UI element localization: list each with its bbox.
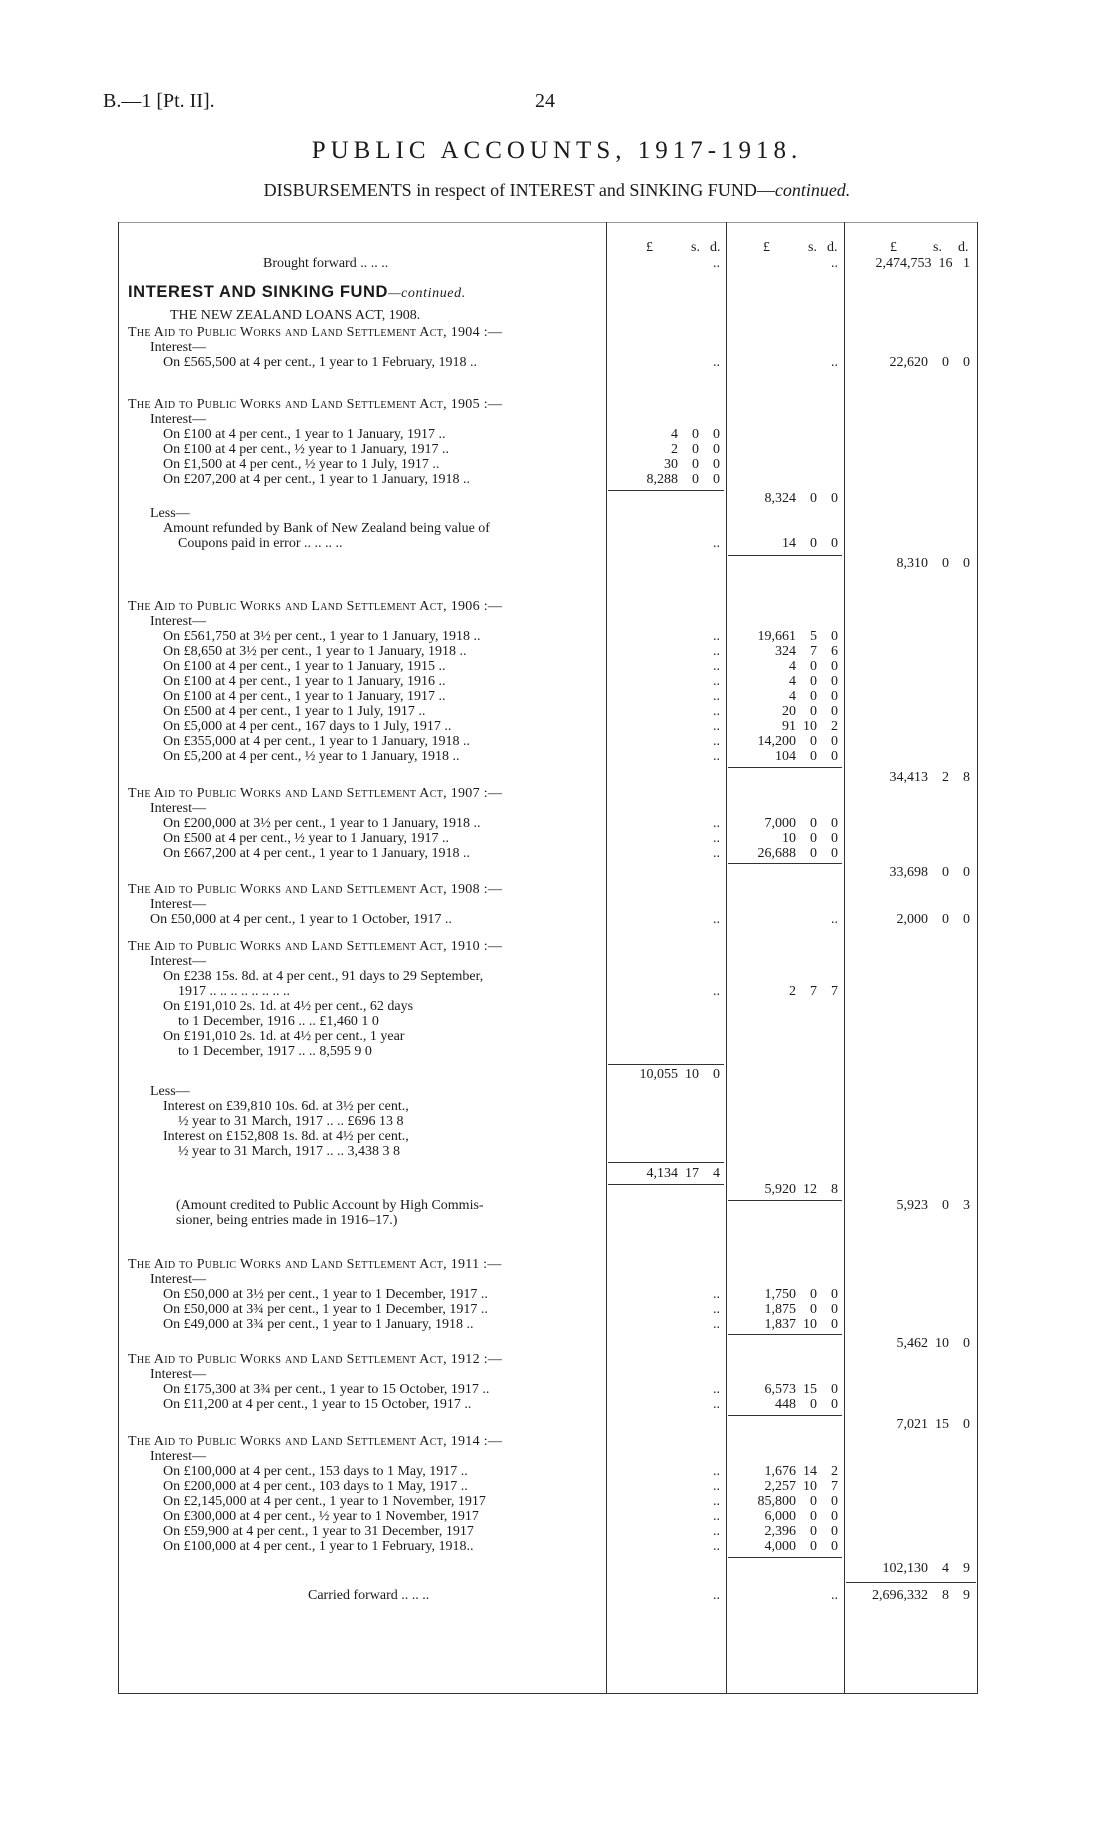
row-description: On £5,200 at 4 per cent., ½ year to 1 January, 1918 .. [163,749,460,764]
amount-c1: 8,288 0 0 [646,472,720,487]
subtotal-rule [728,1334,842,1335]
amount-c2: .. [831,355,838,370]
row-description: On £50,000 at 4 per cent., 1 year to 1 October, 1917 .. [150,912,452,927]
row-description: Interest— [150,1449,206,1464]
amount-c3: 8,310 0 0 [896,556,970,571]
row-description: On £191,010 2s. 1d. at 4½ per cent., 1 year [163,1029,405,1044]
row-description: The Aid to Public Works and Land Settlement Act, 1904 :— [128,325,503,340]
row-description: Less— [150,506,190,521]
amount-c2: 1,750 0 0 [764,1287,838,1302]
row-description: On £50,000 at 3¾ per cent., 1 year to 1 December, 1917 .. [163,1302,488,1317]
subtitle-main: DISBURSEMENTS in respect of INTEREST and SINKING FUND— [263,180,775,200]
col3-pence-header: d. [958,240,969,255]
amount-c1: .. [713,1302,720,1317]
amount-c1: 2 0 0 [671,442,720,457]
row-description: On £500 at 4 per cent., ½ year to 1 January, 1917 .. [163,831,450,846]
subtotal-rule [728,863,842,864]
row-description: Interest— [150,1272,206,1287]
row-description: Interest— [150,801,206,816]
amount-c1: .. [713,1588,720,1603]
subtotal-rule [728,767,842,768]
row-description: INTEREST AND SINKING FUND—continued. [128,283,466,301]
amount-c2: .. [831,256,838,271]
row-description: Carried forward .. .. .. [308,1588,430,1603]
amount-c1: .. [713,1382,720,1397]
amount-c2: 4,000 0 0 [764,1539,838,1554]
amount-c1: .. [713,1397,720,1412]
amount-c2: 4 0 0 [789,689,838,704]
amount-c1: 4,134 17 4 [646,1166,720,1181]
col2-shilling-header: s. [808,240,817,255]
amount-c3: 34,413 2 8 [889,770,970,785]
amount-c2: 1,837 10 0 [764,1317,838,1332]
col1-shilling-header: s. [691,240,700,255]
subtotal-rule [728,1200,842,1201]
amount-c2: 4 0 0 [789,659,838,674]
amount-c2: 20 0 0 [782,704,838,719]
table-top-rule [118,222,978,223]
row-description: On £175,300 at 3¾ per cent., 1 year to 15 October, 1917 .. [163,1382,490,1397]
row-description: Interest— [150,897,206,912]
row-description: Brought forward .. .. .. [263,256,389,271]
row-description: Coupons paid in error .. .. .. .. [178,536,343,551]
right-border [977,222,978,1694]
subtotal-rule [728,555,842,556]
row-description: On £50,000 at 3½ per cent., 1 year to 1 December, 1917 .. [163,1287,488,1302]
amount-c3: 22,620 0 0 [889,355,970,370]
amount-c1: .. [713,644,720,659]
row-description: On £238 15s. 8d. at 4 per cent., 91 days to 29 September, [163,969,484,984]
row-description: Interest— [150,614,206,629]
row-description: The Aid to Public Works and Land Settlement Act, 1912 :— [128,1352,503,1367]
row-description: (Amount credited to Public Account by High Commis- [176,1198,484,1213]
amount-c1: .. [713,1317,720,1332]
amount-c1: .. [713,704,720,719]
row-description: The Aid to Public Works and Land Settlement Act, 1911 :— [128,1257,502,1272]
amount-c2: 4 0 0 [789,674,838,689]
row-description: On £667,200 at 4 per cent., 1 year to 1 January, 1918 .. [163,846,471,861]
disbursements-table [118,222,978,1694]
amount-c3: 2,474,753 16 1 [875,256,970,271]
amount-c2: 6,000 0 0 [764,1509,838,1524]
row-description: Interest on £152,808 1s. 8d. at 4½ per cent., [163,1129,409,1144]
amount-c3: 2,696,332 8 9 [872,1588,970,1603]
amount-c2: 91 10 2 [782,719,838,734]
amount-c2: 104 0 0 [775,749,838,764]
row-description: sioner, being entries made in 1916–17.) [176,1213,398,1228]
amount-c1: .. [713,1494,720,1509]
amount-c1: .. [713,846,720,861]
document-reference: B.—1 [Pt. II]. [103,90,215,112]
row-description: to 1 December, 1917 .. .. 8,595 9 0 [178,1044,372,1059]
amount-c2: 14 0 0 [782,536,838,551]
page-title: PUBLIC ACCOUNTS, 1917-1918. [311,137,803,164]
amount-c2: 8,324 0 0 [764,491,838,506]
row-description: On £191,010 2s. 1d. at 4½ per cent., 62 days [163,999,414,1014]
col1-pound-header: £ [646,240,653,255]
amount-c1: .. [713,912,720,927]
row-description: Less— [150,1084,190,1099]
amount-c3: 102,130 4 9 [882,1561,970,1576]
amount-c2: 6,573 15 0 [764,1382,838,1397]
row-description: The Aid to Public Works and Land Settlement Act, 1914 :— [128,1434,503,1449]
subtotal-rule [728,1415,842,1416]
row-description: On £100,000 at 4 per cent., 153 days to 1 May, 1917 .. [163,1464,468,1479]
col1-pence-header: d. [710,240,721,255]
row-description: On £11,200 at 4 per cent., 1 year to 15 October, 1917 .. [163,1397,472,1412]
column-divider-1 [606,222,607,1694]
row-description: On £500 at 4 per cent., 1 year to 1 July, 1917 .. [163,704,426,719]
subtotal-rule [608,490,724,491]
amount-c1: 10,055 10 0 [639,1067,720,1082]
row-description: ½ year to 31 March, 1917 .. .. £696 13 8 [178,1114,404,1129]
amount-c2: 5,920 12 8 [764,1182,838,1197]
column-divider-2 [726,222,727,1694]
amount-c3: 5,462 10 0 [896,1336,970,1351]
amount-c1: .. [713,536,720,551]
amount-c2: 2 7 7 [789,984,838,999]
amount-c2: 19,661 5 0 [757,629,838,644]
amount-c1: 30 0 0 [664,457,720,472]
row-description: On £207,200 at 4 per cent., 1 year to 1 January, 1918 .. [163,472,471,487]
row-description: Amount refunded by Bank of New Zealand being value of [163,521,490,536]
row-description: The Aid to Public Works and Land Settlement Act, 1906 :— [128,599,503,614]
amount-c1: .. [713,984,720,999]
amount-c1: .. [713,816,720,831]
amount-c2: 26,688 0 0 [757,846,838,861]
row-description: On £561,750 at 3½ per cent., 1 year to 1 January, 1918 .. [163,629,481,644]
amount-c1: .. [713,734,720,749]
row-description: The Aid to Public Works and Land Settlement Act, 1908 :— [128,882,503,897]
amount-c2: 2,396 0 0 [764,1524,838,1539]
row-description: 1917 .. .. .. .. .. .. .. .. [178,984,290,999]
row-description: On £8,650 at 3½ per cent., 1 year to 1 January, 1918 .. [163,644,467,659]
amount-c2: 324 7 6 [775,644,838,659]
row-description: ½ year to 31 March, 1917 .. .. 3,438 3 8 [178,1144,401,1159]
subtotal-rule [608,1064,724,1065]
amount-c1: .. [713,1509,720,1524]
amount-c1: .. [713,629,720,644]
amount-c2: 85,800 0 0 [757,1494,838,1509]
row-description: Interest— [150,1367,206,1382]
amount-c2: 14,200 0 0 [757,734,838,749]
amount-c1: .. [713,1539,720,1554]
row-description: THE NEW ZEALAND LOANS ACT, 1908. [170,308,421,323]
row-description: On £300,000 at 4 per cent., ½ year to 1 November, 1917 [163,1509,479,1524]
amount-c3: 7,021 15 0 [896,1417,970,1432]
row-description: On £100 at 4 per cent., 1 year to 1 January, 1916 .. [163,674,446,689]
row-description: to 1 December, 1916 .. .. £1,460 1 0 [178,1014,379,1029]
subtotal-rule [608,1184,724,1185]
amount-c1: .. [713,1287,720,1302]
row-description: The Aid to Public Works and Land Settlement Act, 1910 :— [128,939,503,954]
carried-forward-rule [846,1582,976,1583]
row-description: On £100,000 at 4 per cent., 1 year to 1 February, 1918.. [163,1539,474,1554]
row-description: On £200,000 at 4 per cent., 103 days to 1 May, 1917 .. [163,1479,468,1494]
amount-c1: .. [713,689,720,704]
row-description: On £100 at 4 per cent., 1 year to 1 January, 1915 .. [163,659,446,674]
amount-c1: 4 0 0 [671,427,720,442]
row-description: On £355,000 at 4 per cent., 1 year to 1 January, 1918 .. [163,734,471,749]
amount-c2: 1,875 0 0 [764,1302,838,1317]
amount-c2: .. [831,1588,838,1603]
page-subtitle [0,180,1114,201]
subtitle-continued: continued. [774,180,851,200]
amount-c3: 33,698 0 0 [889,865,970,880]
col2-pence-header: d. [827,240,838,255]
amount-c1: .. [713,674,720,689]
row-description: The Aid to Public Works and Land Settlement Act, 1907 :— [128,786,503,801]
amount-c2: 1,676 14 2 [764,1464,838,1479]
amount-c1: .. [713,749,720,764]
amount-c3: 2,000 0 0 [896,912,970,927]
subtotal-rule [608,1162,724,1163]
amount-c2: 10 0 0 [782,831,838,846]
amount-c1: .. [713,256,720,271]
row-description: The Aid to Public Works and Land Settlement Act, 1905 :— [128,397,503,412]
amount-c1: .. [713,1524,720,1539]
row-description: On £565,500 at 4 per cent., 1 year to 1 February, 1918 .. [163,355,478,370]
amount-c1: .. [713,1464,720,1479]
row-description: Interest— [150,340,206,355]
amount-c2: 448 0 0 [775,1397,838,1412]
row-description: On £1,500 at 4 per cent., ½ year to 1 July, 1917 .. [163,457,440,472]
row-description: On £2,145,000 at 4 per cent., 1 year to 1 November, 1917 [163,1494,486,1509]
row-description: On £100 at 4 per cent., ½ year to 1 January, 1917 .. [163,442,450,457]
table-bottom-rule [118,1693,978,1694]
col3-pound-header: £ [890,240,897,255]
page-number: 24 [535,90,555,112]
amount-c2: 2,257 10 7 [764,1479,838,1494]
row-description: Interest— [150,412,206,427]
row-description: On £59,900 at 4 per cent., 1 year to 31 December, 1917 [163,1524,474,1539]
row-description: On £49,000 at 3¾ per cent., 1 year to 1 January, 1918 .. [163,1317,474,1332]
row-description: Interest on £39,810 10s. 6d. at 3½ per cent., [163,1099,409,1114]
amount-c3: 5,923 0 3 [896,1198,970,1213]
subtotal-rule [728,1557,842,1558]
row-description: Interest— [150,954,206,969]
col3-shilling-header: s. [933,240,942,255]
row-description: On £100 at 4 per cent., 1 year to 1 January, 1917 .. [163,427,446,442]
row-description: On £5,000 at 4 per cent., 167 days to 1 July, 1917 .. [163,719,452,734]
amount-c1: .. [713,831,720,846]
left-border [118,222,119,1694]
amount-c2: .. [831,912,838,927]
amount-c1: .. [713,719,720,734]
amount-c1: .. [713,1479,720,1494]
row-description: On £100 at 4 per cent., 1 year to 1 January, 1917 .. [163,689,446,704]
column-divider-3 [844,222,845,1694]
col2-pound-header: £ [763,240,770,255]
amount-c1: .. [713,659,720,674]
amount-c1: .. [713,355,720,370]
amount-c2: 7,000 0 0 [764,816,838,831]
row-description: On £200,000 at 3½ per cent., 1 year to 1 January, 1918 .. [163,816,481,831]
